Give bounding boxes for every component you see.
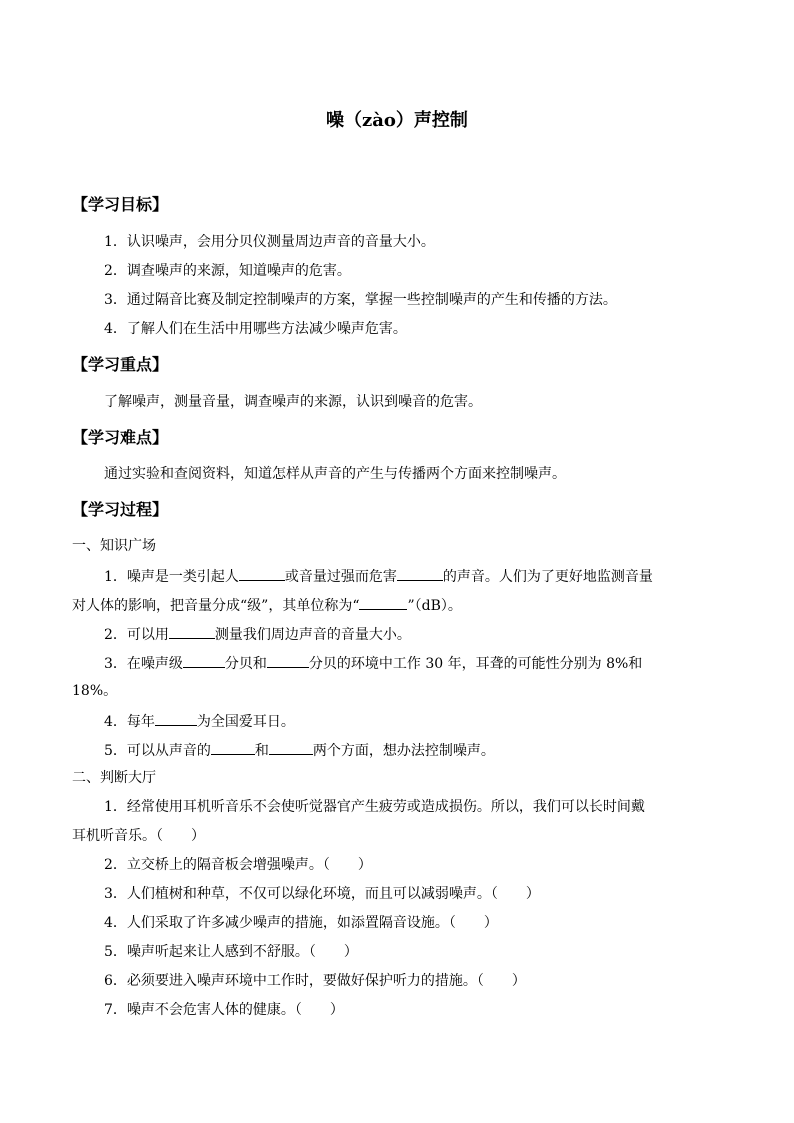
objective-item-3: 3．通过隔音比赛及制定控制噪声的方案，掌握一些控制噪声的产生和传播的方法。 (104, 292, 617, 308)
q1-text-c: 的声音。人们为了更好地监测音量 (442, 569, 653, 585)
judge-item-1-line-1: 1．经常使用耳机听音乐不会使听觉器官产生疲劳或造成损伤。所以，我们可以长时间戴 (104, 799, 645, 815)
q1-text-a: 1．噪声是一类引起人 (104, 569, 239, 585)
q3-text-b: 分贝和 (224, 656, 267, 672)
judge-item-6: 6．必须要进入噪声环境中工作时，要做好保护听力的措施。（ ） (104, 973, 526, 989)
judge-item-3: 3．人们植树和种草，不仅可以绿化环境，而且可以减弱噪声。（ ） (104, 886, 540, 902)
answer-blank[interactable] (211, 740, 255, 755)
q1-text-b: 或音量过强而危害 (284, 569, 397, 585)
q1-text-d: 对人体的影响，把音量分成“级”，其单位称为“ (72, 598, 360, 614)
part2-title: 二、判断大厅 (72, 770, 156, 786)
answer-blank[interactable] (239, 566, 285, 581)
answer-blank[interactable] (269, 740, 313, 755)
q2-text-b: 测量我们周边声音的音量大小。 (214, 627, 411, 643)
key-points-text: 了解噪声，测量音量，调查噪声的来源，认识到噪音的危害。 (104, 394, 482, 410)
q3-text-c: 分贝的环境中工作 30 年，耳聋的可能性分别为 8%和 (308, 656, 643, 672)
q5-text-c: 两个方面，想办法控制噪声。 (312, 743, 495, 759)
answer-blank[interactable] (397, 566, 443, 581)
difficulties-heading: 【学习难点】 (72, 428, 169, 447)
q2-text-a: 2．可以用 (104, 627, 169, 643)
q5-text-b: 和 (254, 743, 269, 759)
question-3-line-1 (104, 653, 642, 673)
question-2 (104, 624, 411, 644)
key-points-heading: 【学习重点】 (72, 355, 169, 374)
judge-item-2: 2．立交桥上的隔音板会增强噪声。（ ） (104, 857, 372, 873)
answer-blank[interactable] (183, 653, 225, 668)
difficulties-text: 通过实验和查阅资料，知道怎样从声音的产生与传播两个方面来控制噪声。 (104, 466, 566, 482)
q4-text-a: 4．每年 (104, 714, 155, 730)
process-heading: 【学习过程】 (72, 500, 169, 519)
judge-item-7: 7．噪声不会危害人体的健康。（ ） (104, 1002, 344, 1018)
objective-item-4: 4．了解人们在生活中用哪些方法减少噪声危害。 (104, 321, 407, 337)
answer-blank[interactable] (155, 711, 197, 726)
judge-item-5: 5．噪声听起来让人感到不舒服。（ ） (104, 944, 358, 960)
page-title: 噪（zào）声控制 (326, 110, 468, 131)
q4-text-b: 为全国爱耳日。 (196, 714, 295, 730)
answer-blank[interactable] (359, 595, 407, 610)
q5-text-a: 5．可以从声音的 (104, 743, 211, 759)
q1-text-e: ”（dB）。 (407, 598, 462, 614)
answer-blank[interactable] (267, 653, 309, 668)
question-1-line-1 (104, 566, 653, 586)
q3-text-a: 3．在噪声级 (104, 656, 183, 672)
judge-item-4: 4．人们采取了许多减少噪声的措施，如添置隔音设施。（ ） (104, 915, 498, 931)
objective-item-1: 1．认识噪声，会用分贝仪测量周边声音的音量大小。 (104, 234, 435, 250)
question-5 (104, 740, 495, 760)
objective-item-2: 2．调查噪声的来源，知道噪声的危害。 (104, 263, 351, 279)
question-1-line-2 (72, 595, 462, 615)
objectives-heading: 【学习目标】 (72, 195, 169, 214)
judge-item-1-line-2: 耳机听音乐。（ ） (72, 828, 205, 844)
question-4 (104, 711, 295, 731)
answer-blank[interactable] (169, 624, 215, 639)
part1-title: 一、知识广场 (72, 538, 156, 554)
question-3-line-2: 18%。 (72, 683, 118, 699)
